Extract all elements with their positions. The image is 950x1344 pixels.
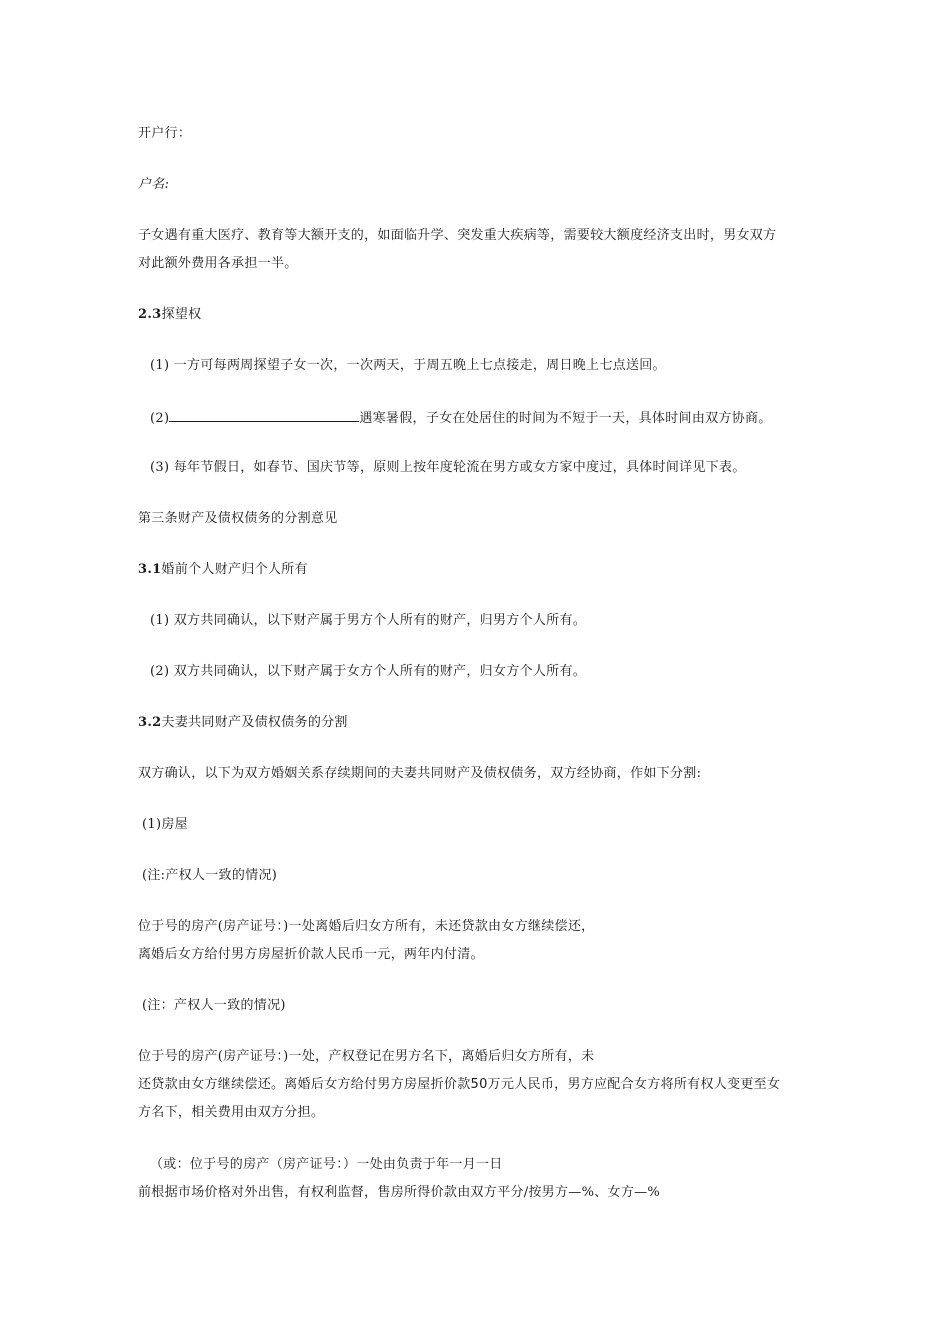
house-2-line1: 位于号的房产(房产证号：)一处，产权登记在男方名下，离婚后归女方所有，未 [138,1049,595,1064]
house-2-line2-end: 万元人民币，男方应配合女方将所有权人变更至女 [487,1077,781,1092]
house-label: (1)房屋 [142,817,188,832]
visitation-heading [138,307,201,323]
joint-property-heading [138,715,348,731]
visitation-heading-text: 探望权 [161,307,202,322]
note-1: (注:产权人一致的情况) [142,868,278,883]
visitation-item-2 [150,409,772,427]
premarital-item-2: (2) 双方共同确认，以下财产属于女方个人所有的财产，归女方个人所有。 [150,664,587,679]
premarital-heading-text: 婚前个人财产归个人所有 [161,562,308,577]
account-name-label: 户名: [138,177,170,192]
bank-label: 开户行： [138,126,192,141]
house-1-line2: 离婚后女方给付男方房屋折价款人民币一元，两年内付清。 [138,947,484,962]
joint-heading-number: 3.2 [138,715,162,730]
visitation-heading-number: 2.3 [138,307,162,322]
premarital-heading-number: 3.1 [138,562,162,577]
note-2: (注：产权人一致的情况) [142,998,286,1013]
visitation-item-1: (1) 一方可每两周探望子女一次，一次两天，于周五晚上七点接走，周日晚上七点送回。 [150,358,666,373]
joint-heading-text: 夫妻共同财产及债权债务的分割 [161,715,348,730]
visitation-item-3: (3) 每年节假日，如春节、国庆节等，原则上按年度轮流在男方或女方家中度过，具体时间详见下表。 [150,460,746,475]
visitation-item-2-number: (2) [150,411,170,426]
article-3-heading: 第三条财产及债权债务的分割意见 [138,511,338,526]
house-2-line2 [138,1077,780,1093]
premarital-item-1: (1) 双方共同确认，以下财产属于男方个人所有的财产，归男方个人所有。 [150,613,587,628]
house-2-line3: 方名下，相关费用由双方分担。 [138,1105,325,1120]
alternative-line1: （或：位于号的房产（房产证号：）一处由负责于年一月一日 [150,1157,503,1172]
joint-property-intro: 双方确认，以下为双方婚姻关系存续期间的夫妻共同财产及债权债务，双方经协商，作如下分割: [138,766,702,781]
house-2-amount: 50 [470,1077,488,1092]
visitation-item-2-text: 遇寒暑假，子女在处居住的时间为不短于一天，具体时间由双方协商。 [359,411,772,426]
house-2-line2-start: 还贷款由女方继续偿还。离婚后女方给付男方房屋折价款 [138,1077,471,1092]
house-1-line1: 位于号的房产(房产证号：)一处离婚后归女方所有，未还贷款由女方继续偿还， [138,919,595,934]
expense-paragraph-line2: 对此额外费用各承担一半。 [138,256,298,271]
alternative-line2: 前根据市场价格对外出售，有权利监督，售房所得价款由双方平分/按男方—%、女方—% [138,1185,661,1200]
premarital-property-heading [138,562,308,578]
fill-in-blank [169,409,359,422]
expense-paragraph-line1: 子女遇有重大医疗、教育等大额开支的，如面临升学、突发重大疾病等，需要较大额度经济支出时，男女双方 [138,228,777,243]
